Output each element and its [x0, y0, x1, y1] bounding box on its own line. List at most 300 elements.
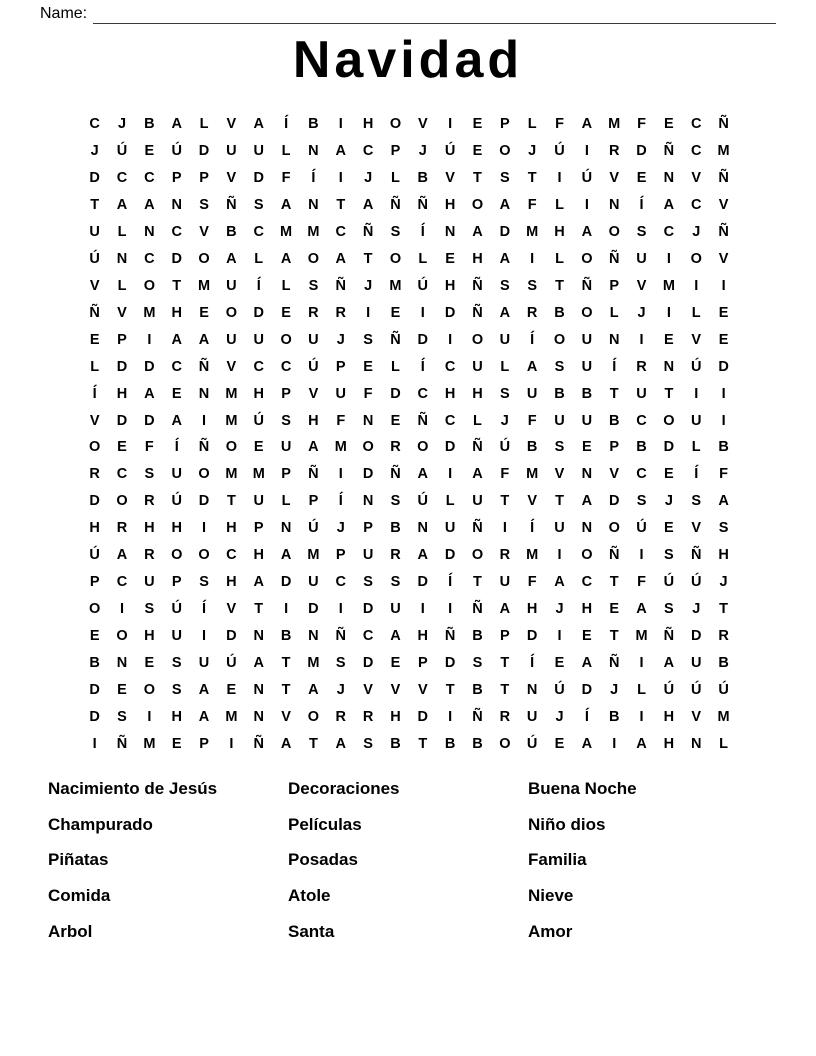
- grid-cell: M: [307, 654, 320, 671]
- grid-cell: I: [147, 331, 152, 348]
- grid-cell: T: [226, 493, 236, 510]
- grid-cell: Ñ: [608, 654, 620, 671]
- grid-cell: Ñ: [308, 466, 319, 483]
- grid-cell: I: [557, 170, 562, 187]
- grid-cell: C: [144, 170, 155, 187]
- grid-cell: U: [581, 358, 593, 375]
- grid-cell: O: [280, 331, 292, 348]
- grid-cell: Ñ: [608, 547, 620, 564]
- grid-cell: U: [636, 385, 647, 402]
- grid-cell: P: [499, 628, 510, 645]
- grid-cell: D: [718, 358, 729, 375]
- grid-cell: H: [472, 250, 483, 267]
- grid-cell: A: [636, 601, 647, 618]
- word-item: Posadas: [288, 850, 358, 870]
- grid-cell: V: [390, 681, 401, 698]
- grid-cell: O: [499, 143, 511, 160]
- grid-cell: D: [636, 143, 647, 160]
- grid-cell: Ñ: [335, 628, 346, 645]
- grid-cell: R: [608, 143, 620, 160]
- grid-cell: T: [308, 735, 318, 752]
- grid-cell: I: [229, 735, 234, 752]
- grid-cell: S: [253, 197, 264, 214]
- grid-cell: S: [308, 277, 319, 294]
- grid-cell: T: [445, 681, 455, 698]
- grid-cell: A: [499, 304, 511, 321]
- grid-cell: A: [280, 250, 292, 267]
- grid-cell: B: [89, 654, 100, 671]
- grid-cell: H: [253, 547, 264, 564]
- grid-cell: D: [526, 628, 538, 645]
- grid-cell: S: [390, 493, 401, 510]
- grid-cell: U: [526, 385, 538, 402]
- grid-cell: N: [171, 197, 182, 214]
- grid-cell: Ñ: [89, 304, 100, 321]
- grid-cell: U: [472, 358, 483, 375]
- grid-cell: U: [554, 520, 565, 537]
- grid-cell: D: [390, 385, 401, 402]
- grid-cell: Í: [256, 277, 261, 294]
- grid-cell: Ñ: [198, 439, 210, 456]
- grid-cell: D: [144, 358, 155, 375]
- grid-cell: N: [417, 520, 429, 537]
- grid-cell: I: [721, 412, 726, 429]
- grid-cell: V: [609, 170, 620, 187]
- grid-cell: A: [198, 708, 210, 725]
- grid-cell: V: [417, 116, 428, 133]
- grid-cell: M: [225, 708, 238, 725]
- grid-cell: Ú: [718, 681, 729, 698]
- grid-cell: H: [390, 708, 401, 725]
- grid-cell: J: [500, 412, 509, 429]
- grid-cell: O: [581, 304, 593, 321]
- grid-cell: V: [636, 277, 647, 294]
- grid-cell: T: [527, 170, 537, 187]
- grid-cell: Ú: [417, 493, 429, 510]
- grid-cell: T: [473, 170, 482, 187]
- grid-cell: D: [663, 439, 675, 456]
- grid-cell: C: [335, 574, 346, 591]
- grid-cell: C: [690, 197, 702, 214]
- grid-cell: E: [117, 439, 127, 456]
- grid-cell: O: [198, 466, 210, 483]
- grid-cell: U: [636, 250, 647, 267]
- grid-cell: H: [444, 197, 456, 214]
- grid-cell: Ñ: [417, 197, 429, 214]
- grid-cell: L: [691, 439, 701, 456]
- grid-cell: C: [171, 223, 182, 240]
- grid-cell: O: [663, 412, 675, 429]
- grid-cell: C: [89, 116, 100, 133]
- grid-cell: S: [499, 385, 510, 402]
- word-item: Champurado: [48, 814, 153, 834]
- grid-cell: A: [581, 223, 593, 240]
- grid-cell: N: [253, 708, 264, 725]
- grid-cell: I: [584, 197, 589, 214]
- grid-cell: E: [144, 654, 155, 671]
- grid-cell: B: [390, 735, 401, 752]
- grid-cell: Ú: [499, 439, 511, 456]
- grid-cell: Í: [311, 170, 316, 187]
- grid-cell: M: [307, 547, 320, 564]
- grid-cell: R: [636, 358, 647, 375]
- grid-cell: U: [253, 143, 264, 160]
- grid-cell: B: [554, 304, 565, 321]
- grid-cell: T: [555, 493, 564, 510]
- page-title: Navidad: [292, 31, 524, 89]
- grid-cell: L: [281, 143, 291, 160]
- grid-cell: V: [89, 412, 100, 429]
- grid-cell: D: [198, 493, 210, 510]
- grid-cell: A: [308, 681, 319, 698]
- grid-cell: P: [171, 170, 182, 187]
- grid-cell: V: [226, 116, 237, 133]
- grid-cell: U: [390, 601, 401, 618]
- grid-cell: I: [639, 654, 644, 671]
- grid-cell: H: [171, 304, 182, 321]
- grid-cell: I: [557, 628, 562, 645]
- grid-cell: I: [448, 601, 453, 618]
- grid-cell: A: [144, 385, 155, 402]
- grid-cell: V: [308, 385, 319, 402]
- grid-cell: Ú: [253, 412, 264, 429]
- grid-cell: C: [636, 412, 647, 429]
- grid-cell: J: [364, 170, 373, 187]
- grid-cell: A: [171, 331, 182, 348]
- grid-cell: O: [171, 547, 183, 564]
- grid-cell: D: [89, 170, 100, 187]
- grid-cell: Ú: [444, 143, 456, 160]
- grid-cell: T: [90, 197, 100, 214]
- grid-cell: B: [390, 520, 401, 537]
- grid-cell: V: [281, 708, 291, 725]
- grid-cell: D: [444, 547, 456, 564]
- grid-cell: S: [390, 223, 401, 240]
- grid-cell: C: [362, 143, 374, 160]
- grid-cell: U: [690, 654, 702, 671]
- grid-cell: Í: [92, 385, 97, 402]
- grid-cell: L: [90, 358, 100, 375]
- grid-cell: H: [116, 385, 128, 402]
- word-list-column: [528, 780, 768, 958]
- grid-cell: B: [144, 116, 155, 133]
- grid-cell: H: [308, 412, 319, 429]
- grid-cell: P: [335, 358, 346, 375]
- grid-cell: F: [637, 116, 646, 133]
- grid-cell: C: [144, 250, 155, 267]
- grid-cell: O: [499, 735, 511, 752]
- grid-cell: U: [226, 277, 237, 294]
- grid-cell: F: [363, 385, 373, 402]
- grid-cell: D: [226, 628, 237, 645]
- grid-cell: S: [527, 277, 537, 294]
- grid-cell: A: [171, 116, 182, 133]
- grid-cell: R: [116, 520, 128, 537]
- grid-cell: B: [444, 735, 456, 752]
- grid-cell: O: [471, 331, 484, 348]
- grid-cell: D: [308, 601, 319, 618]
- grid-cell: N: [362, 412, 374, 429]
- grid-cell: A: [253, 654, 264, 671]
- grid-cell: B: [554, 385, 565, 402]
- grid-cell: V: [117, 304, 127, 321]
- grid-cell: H: [171, 520, 182, 537]
- grid-cell: M: [717, 708, 730, 725]
- grid-cell: V: [226, 358, 237, 375]
- grid-cell: S: [117, 708, 127, 725]
- grid-cell: Ñ: [581, 277, 593, 294]
- grid-cell: R: [308, 304, 319, 321]
- grid-cell: A: [417, 547, 429, 564]
- grid-cell: M: [225, 385, 238, 402]
- grid-cell: P: [281, 466, 291, 483]
- word-item: Piñatas: [48, 850, 109, 870]
- grid-cell: F: [555, 116, 564, 133]
- grid-cell: O: [89, 439, 101, 456]
- grid-cell: A: [718, 493, 729, 510]
- grid-cell: Ú: [226, 654, 237, 671]
- grid-cell: Í: [338, 493, 343, 510]
- grid-cell: J: [418, 143, 427, 160]
- grid-cell: V: [554, 466, 565, 483]
- grid-cell: I: [202, 520, 207, 537]
- grid-cell: I: [338, 170, 343, 187]
- grid-cell: F: [527, 197, 537, 214]
- word-item: Comida: [48, 886, 111, 906]
- grid-cell: A: [554, 574, 565, 591]
- word-item: Decoraciones: [288, 779, 400, 798]
- grid-cell: J: [336, 681, 345, 698]
- grid-cell: H: [718, 547, 729, 564]
- grid-cell: J: [90, 143, 99, 160]
- grid-cell: V: [718, 250, 729, 267]
- grid-cell: C: [444, 358, 456, 375]
- grid-cell: I: [557, 547, 562, 564]
- grid-cell: I: [502, 520, 507, 537]
- grid-cell: D: [362, 466, 374, 483]
- grid-cell: O: [608, 223, 620, 240]
- grid-cell: V: [609, 466, 620, 483]
- grid-cell: N: [581, 466, 593, 483]
- grid-cell: S: [199, 197, 209, 214]
- grid-cell: R: [526, 304, 538, 321]
- grid-cell: F: [144, 439, 154, 456]
- grid-cell: Ú: [554, 143, 565, 160]
- grid-cell: C: [581, 574, 593, 591]
- grid-cell: I: [338, 116, 343, 133]
- grid-cell: E: [664, 466, 674, 483]
- grid-cell: Ñ: [226, 197, 237, 214]
- grid-cell: Í: [694, 466, 699, 483]
- grid-cell: S: [472, 654, 483, 671]
- grid-cell: S: [691, 493, 702, 510]
- grid-cell: Ú: [690, 574, 702, 591]
- grid-cell: C: [226, 547, 237, 564]
- grid-cell: M: [662, 277, 675, 294]
- grid-cell: B: [608, 412, 620, 429]
- grid-cell: N: [581, 520, 593, 537]
- grid-cell: U: [499, 331, 511, 348]
- grid-cell: T: [609, 385, 619, 402]
- grid-cell: A: [663, 654, 675, 671]
- grid-cell: H: [417, 628, 429, 645]
- grid-cell: N: [444, 223, 456, 240]
- grid-cell: S: [499, 170, 510, 187]
- grid-cell: O: [198, 547, 210, 564]
- grid-cell: S: [554, 358, 565, 375]
- grid-cell: V: [226, 601, 237, 618]
- grid-cell: A: [581, 493, 593, 510]
- grid-cell: S: [144, 466, 155, 483]
- grid-cell: H: [554, 223, 565, 240]
- grid-cell: I: [694, 385, 699, 402]
- grid-cell: C: [116, 170, 128, 187]
- grid-cell: B: [417, 170, 429, 187]
- grid-cell: R: [499, 708, 511, 725]
- grid-cell: P: [363, 520, 373, 537]
- word-list-column: [288, 780, 528, 958]
- grid-cell: V: [89, 277, 100, 294]
- grid-cell: Ú: [581, 170, 593, 187]
- grid-cell: D: [608, 493, 620, 510]
- grid-cell: Í: [530, 654, 535, 671]
- grid-cell: O: [307, 708, 320, 725]
- grid-cell: V: [199, 223, 209, 240]
- grid-cell: D: [171, 250, 182, 267]
- grid-cell: I: [202, 628, 207, 645]
- grid-cell: D: [253, 304, 264, 321]
- grid-cell: I: [448, 708, 453, 725]
- grid-cell: D: [444, 304, 456, 321]
- grid-cell: E: [472, 143, 483, 160]
- grid-cell: L: [281, 277, 291, 294]
- grid-cell: N: [308, 143, 319, 160]
- grid-cell: N: [362, 493, 374, 510]
- grid-cell: H: [144, 628, 155, 645]
- grid-cell: N: [308, 628, 319, 645]
- grid-cell: S: [664, 601, 674, 618]
- grid-cell: P: [390, 143, 401, 160]
- grid-cell: Ú: [308, 358, 319, 375]
- grid-cell: O: [389, 250, 402, 267]
- grid-cell: S: [363, 574, 373, 591]
- grid-cell: O: [307, 250, 320, 267]
- grid-cell: Í: [612, 358, 617, 375]
- grid-cell: Í: [420, 358, 425, 375]
- grid-cell: J: [692, 601, 701, 618]
- grid-cell: J: [555, 708, 564, 725]
- grid-cell: A: [581, 654, 593, 671]
- grid-cell: P: [609, 277, 620, 294]
- grid-cell: N: [253, 628, 264, 645]
- grid-cell: E: [144, 143, 155, 160]
- grid-cell: U: [171, 628, 182, 645]
- grid-cell: J: [637, 304, 646, 321]
- grid-cell: S: [144, 601, 155, 618]
- grid-cell: E: [226, 681, 237, 698]
- grid-cell: L: [527, 116, 537, 133]
- grid-cell: T: [500, 493, 510, 510]
- grid-cell: B: [226, 223, 237, 240]
- grid-cell: N: [663, 358, 675, 375]
- word-item: Atole: [288, 886, 331, 906]
- grid-cell: Ñ: [718, 116, 729, 133]
- grid-cell: E: [89, 331, 100, 348]
- grid-cell: Ú: [171, 493, 182, 510]
- grid-cell: Ñ: [663, 143, 675, 160]
- grid-cell: Ú: [554, 681, 565, 698]
- grid-cell: C: [690, 143, 702, 160]
- grid-cell: Í: [584, 708, 589, 725]
- grid-cell: A: [171, 412, 182, 429]
- grid-cell: M: [280, 223, 293, 240]
- grid-cell: T: [609, 574, 619, 591]
- grid-cell: Ú: [308, 520, 319, 537]
- grid-cell: R: [362, 708, 374, 725]
- grid-cell: P: [417, 654, 428, 671]
- grid-cell: N: [280, 520, 292, 537]
- grid-cell: F: [527, 574, 537, 591]
- grid-cell: I: [420, 304, 425, 321]
- grid-cell: M: [608, 116, 621, 133]
- grid-cell: U: [253, 331, 264, 348]
- grid-cell: O: [389, 116, 402, 133]
- grid-cell: U: [171, 466, 182, 483]
- grid-cell: L: [254, 250, 264, 267]
- grid-cell: H: [226, 520, 237, 537]
- grid-cell: E: [636, 170, 647, 187]
- grid-cell: D: [116, 358, 128, 375]
- grid-cell: N: [690, 735, 702, 752]
- grid-cell: I: [694, 277, 699, 294]
- name-label: Name:: [40, 5, 88, 22]
- grid-cell: E: [664, 116, 674, 133]
- grid-cell: L: [199, 116, 209, 133]
- grid-cell: Ñ: [472, 520, 483, 537]
- grid-cell: I: [92, 735, 97, 752]
- grid-cell: S: [363, 735, 373, 752]
- grid-cell: J: [117, 116, 127, 133]
- grid-cell: J: [610, 681, 619, 698]
- grid-cell: T: [281, 681, 291, 698]
- grid-cell: Ú: [417, 277, 429, 294]
- grid-cell: D: [116, 412, 128, 429]
- grid-cell: C: [444, 412, 456, 429]
- grid-cell: E: [609, 601, 620, 618]
- grid-cell: I: [639, 708, 644, 725]
- grid-cell: Ñ: [608, 250, 620, 267]
- grid-cell: L: [555, 197, 564, 214]
- grid-cell: U: [226, 143, 237, 160]
- grid-cell: B: [280, 628, 292, 645]
- grid-cell: Ñ: [390, 331, 401, 348]
- grid-cell: O: [225, 439, 238, 456]
- grid-cell: D: [417, 574, 429, 591]
- grid-cell: H: [144, 520, 155, 537]
- grid-cell: A: [499, 601, 511, 618]
- grid-cell: O: [471, 197, 484, 214]
- grid-cell: Ñ: [718, 170, 729, 187]
- grid-cell: H: [472, 385, 483, 402]
- grid-cell: V: [417, 681, 428, 698]
- grid-cell: C: [253, 358, 264, 375]
- grid-cell: U: [554, 412, 565, 429]
- grid-cell: O: [417, 439, 429, 456]
- grid-cell: Ñ: [472, 439, 483, 456]
- grid-cell: E: [390, 412, 401, 429]
- grid-cell: U: [444, 520, 456, 537]
- grid-cell: I: [584, 143, 589, 160]
